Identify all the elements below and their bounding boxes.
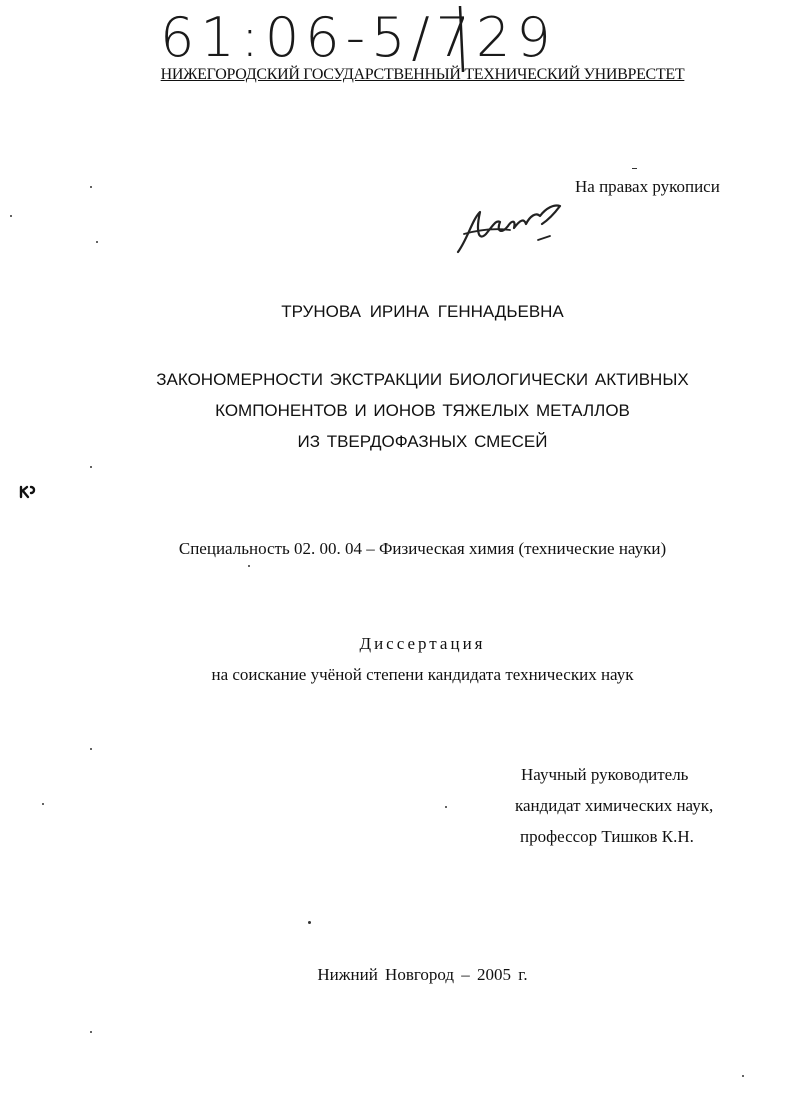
margin-mark-icon <box>18 484 38 500</box>
scan-speck <box>445 806 447 808</box>
supervisor-block <box>515 759 713 852</box>
document-type: Диссертация <box>359 634 486 653</box>
title-line: КОМПОНЕНТОВ И ИОНОВ ТЯЖЕЛЫХ МЕТАЛЛОВ <box>215 401 630 420</box>
supervisor-role: Научный руководитель <box>521 765 689 784</box>
scan-speck <box>90 1031 92 1033</box>
archive-code-handwritten <box>160 4 610 74</box>
scan-speck <box>96 241 98 243</box>
handwriting-graphic <box>160 4 610 74</box>
supervisor-degree: кандидат химических наук, <box>515 796 714 815</box>
degree-line: на соискание учёной степени кандидата технических наук <box>211 665 634 684</box>
scan-speck <box>90 466 92 468</box>
archive-code-glyphs: 61:06-5/729 <box>160 6 557 69</box>
manuscript-rights-notice: На правах рукописи <box>575 177 720 196</box>
title-line: ЗАКОНОМЕРНОСТИ ЭКСТРАКЦИИ БИОЛОГИЧЕСКИ АКТИВНЫХ <box>156 370 689 389</box>
specialty-line: Специальность 02. 00. 04 – Физическая химия (технические науки) <box>178 539 667 558</box>
city-year: Нижний Новгород – 2005 г. <box>317 965 528 984</box>
scan-speck <box>10 215 12 217</box>
scan-speck <box>742 1075 744 1077</box>
university-name: НИЖЕГОРОДСКИЙ ГОСУДАРСТВЕННЫЙ ТЕХНИЧЕСКИЙ УНИВРЕСТЕТ <box>160 66 685 83</box>
scan-speck <box>308 921 311 924</box>
scan-speck <box>42 803 44 805</box>
scan-speck <box>90 748 92 750</box>
supervisor-name: профессор Тишков К.Н. <box>520 827 694 846</box>
scan-speck <box>248 565 250 567</box>
scan-speck <box>632 168 637 169</box>
dissertation-title <box>0 364 795 457</box>
signature-icon <box>450 190 580 265</box>
scan-speck <box>90 186 92 188</box>
author-name: ТРУНОВА ИРИНА ГЕННАДЬЕВНА <box>281 302 564 321</box>
title-line: ИЗ ТВЕРДОФАЗНЫХ СМЕСЕЙ <box>297 432 548 451</box>
